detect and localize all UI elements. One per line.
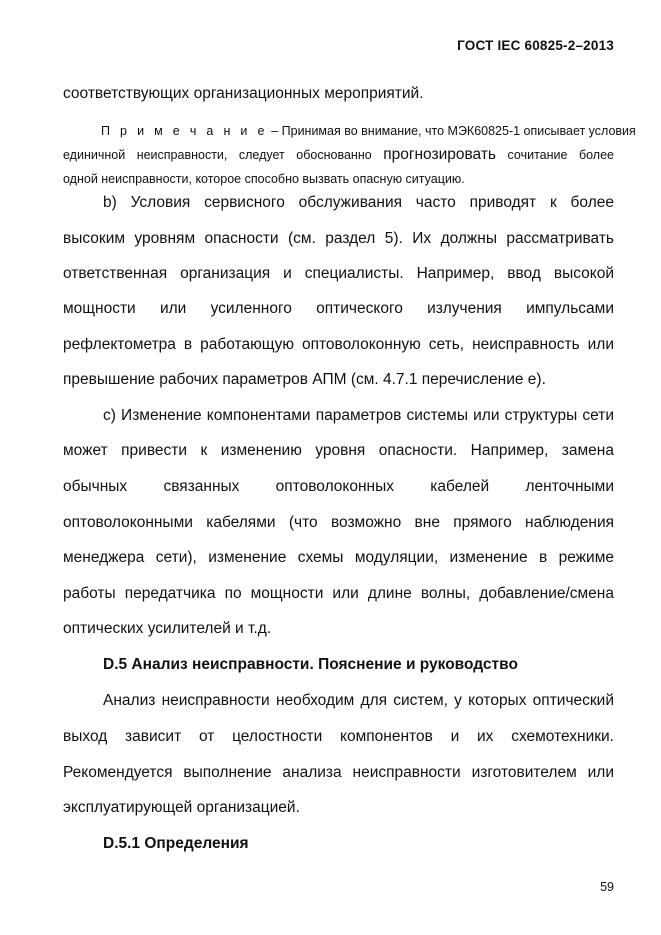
text-line: менеджера сети), изменение схемы модуляции, изменение в режиме — [63, 549, 614, 566]
note-text: единичной неисправности, следует обоснованно — [63, 148, 384, 162]
note-text: прогнозировать — [383, 146, 497, 163]
text-line: соответствующих организационных мероприятий. — [63, 85, 424, 102]
text-line: оптических усилителей и т.д. — [63, 620, 272, 637]
text-line: с) Изменение компонентами параметров системы или структуры сети — [103, 407, 614, 424]
text-line: ответственная организация и специалисты. Например, ввод высокой — [63, 265, 614, 282]
note-line — [63, 121, 652, 141]
text-line: b) Условия сервисного обслуживания часто приводят к более — [103, 194, 614, 211]
note-line — [63, 145, 614, 165]
note-label: П р и м е ч а н и е — [101, 124, 268, 138]
section-heading: D.5 Анализ неисправности. Пояснение и руководство — [103, 656, 518, 673]
subsection-heading: D.5.1 Определения — [103, 835, 249, 852]
text-line: Анализ неисправности необходим для систем, у которых оптический — [103, 692, 614, 709]
text-line: может привести к изменению уровня опасности. Например, замена — [63, 442, 614, 459]
text-line: рефлектометра в работающую оптоволоконную сеть, неисправность или — [63, 336, 614, 353]
text-line: Рекомендуется выполнение анализа неисправности изготовителем или — [63, 764, 614, 781]
text-line: мощности или усиленного оптического излучения импульсами — [63, 300, 614, 317]
note-line: одной неисправности, которое способно вызвать опасную ситуацию. — [63, 172, 465, 186]
note-text: – Принимая во внимание, что МЭК60825-1 описывает условия — [267, 124, 636, 138]
document-header: ГОСТ IEC 60825-2–2013 — [457, 38, 614, 53]
text-line: работы передатчика по мощности или длине волны, добавление/смена — [63, 585, 614, 602]
text-line: выход зависит от целостности компонентов и их схемотехники. — [63, 728, 614, 745]
text-line: высоким уровням опасности (см. раздел 5). Их должны рассматривать — [63, 230, 614, 247]
text-line: эксплуатирующей организацией. — [63, 799, 300, 816]
text-line: обычных связанных оптоволоконных кабелей ленточными — [63, 478, 614, 495]
note-text: сочитание более — [496, 148, 615, 162]
text-line: оптоволоконными кабелями (что возможно вне прямого наблюдения — [63, 514, 614, 531]
text-line: превышение рабочих параметров АПМ (см. 4.7.1 перечисление е). — [63, 371, 546, 388]
page-number: 59 — [600, 880, 614, 894]
